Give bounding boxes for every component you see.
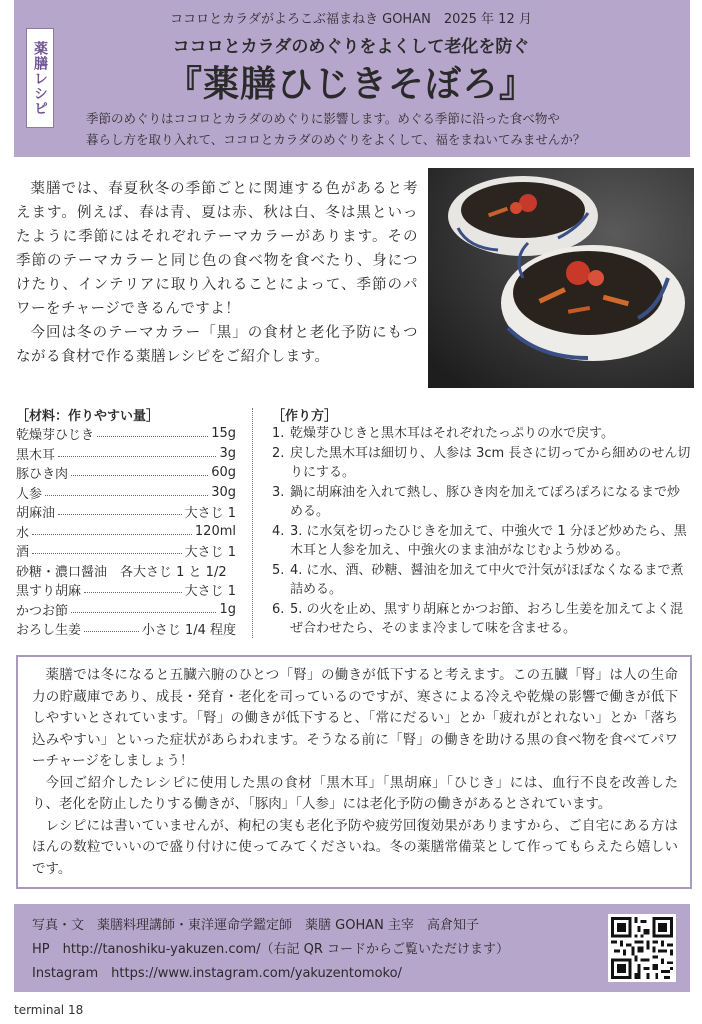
info-paragraph-2: 今回ご紹介したレシピに使用した黒の食材「黒木耳」「黒胡麻」「ひじき」には、血行不良を改善したり、老化を防止したりする働きが、「豚肉」「人参」には老化予防の働きがあるとされています。 — [32, 774, 678, 812]
ingredient-qty: 大さじ 1 — [184, 506, 236, 522]
header-intro-line2: 暮らし方を取り入れて、ココロとカラダのめぐりをよくして、福をまねいてみませんか？ — [86, 132, 586, 147]
step-item — [272, 444, 692, 483]
step-number: 4. — [272, 523, 285, 539]
ingredient-qty: 120ml — [194, 523, 236, 539]
ingredient-name: 砂糖・濃口醤油 各大さじ 1 と 1/2 — [16, 564, 227, 580]
ingredient-name: 胡麻油 — [16, 506, 56, 522]
ingredient-row — [16, 463, 236, 483]
instagram-link[interactable]: Instagram https://www.instagram.com/yakuzentomoko/ — [32, 966, 402, 981]
ingredient-qty: 大さじ 1 — [184, 545, 236, 561]
header-intro — [86, 108, 676, 150]
ingredient-row — [16, 483, 236, 503]
page-subtitle: ココロとカラダのめぐりをよくして老化を防ぐ — [172, 37, 530, 57]
ingredient-name: 黒すり胡麻 — [16, 584, 82, 600]
dish-photo — [428, 168, 694, 388]
step-item — [272, 600, 692, 639]
header-intro-line1: 季節のめぐりはココロとカラダのめぐりに影響します。めぐる季節に沿った食べ物や — [86, 111, 560, 126]
ingredient-row — [16, 502, 236, 522]
step-number: 6. — [272, 601, 285, 617]
step-text: 4. に水、酒、砂糖、醤油を加えて中火で汁気がほぼなくなるまで煮詰める。 — [290, 562, 684, 597]
ingredient-name: 水 — [16, 525, 30, 541]
page-title: 『薬膳ひじきそぼろ』 — [165, 64, 536, 105]
step-item — [272, 522, 692, 561]
step-number: 3. — [272, 484, 285, 500]
ingredient-qty: 小さじ 1/4 程度 — [141, 623, 236, 639]
page-number: terminal 18 — [14, 1003, 84, 1017]
ingredient-qty: 60g — [211, 465, 236, 481]
qr-code[interactable] — [608, 914, 676, 982]
ingredient-row — [16, 561, 236, 581]
ingredient-row — [16, 444, 236, 464]
step-number: 1. — [272, 426, 285, 441]
step-text: 3. に水気を切ったひじきを加えて、中強火で 1 分ほど炒めたら、黒木耳と人参を加え、中強火のまま油がなじむよう炒める。 — [290, 523, 687, 558]
ingredients-list — [16, 424, 236, 639]
series-line: ココロとカラダがよろこぶ福まねき GOHAN 2025 年 12 月 — [170, 12, 532, 27]
ingredient-name: かつお節 — [16, 603, 69, 619]
ingredient-row — [16, 600, 236, 620]
intro-paragraph-2: 今回は冬のテーマカラー「黒」の食材と老化予防にもつながる食材で作る薬膳レシピをご紹介します。 — [16, 325, 418, 365]
ingredient-qty: 1g — [219, 601, 236, 617]
ingredient-row — [16, 541, 236, 561]
step-item — [272, 483, 692, 522]
info-paragraph-1: 薬膳では冬になると五臓六腑のひとつ「腎」の働きが低下すると考えます。この五臓「腎」は人の生命力の貯蔵庫であり、成長・発育・老化を司っているのですが、寒さによる冷えや乾燥の影響で働きが低下しやすいとされています。「腎」の働きが低下すると、「常にだるい」とか「疲れがとれない」とか「落ち込みやすい」といった症状があらわれます。そうなる前に「腎」の働きを助ける黒の食べ物を食べてパワーチャージをしましょう！ — [32, 667, 678, 769]
ingredient-name: 酒 — [16, 545, 30, 561]
column-divider — [252, 408, 253, 638]
ingredient-qty: 大さじ 1 — [184, 584, 236, 600]
step-text: 戻した黒木耳は細切り、人参は 3cm 長さに切ってから細めのせん切りにする。 — [290, 445, 691, 480]
ingredient-row — [16, 619, 236, 639]
ingredient-qty: 3g — [219, 445, 236, 461]
step-number: 2. — [272, 445, 285, 461]
ingredient-name: 人参 — [16, 486, 43, 502]
ingredient-name: 黒木耳 — [16, 447, 56, 463]
ingredients-title: ［材料：作りやすい量］ — [16, 409, 160, 424]
info-paragraph-3: レシピには書いていませんが、枸杞の実も老化予防や疲労回復効果がありますから、ご自宅にある方はほんの数粒でいいので盛り付けに使ってみてくださいね。冬の薬膳常備菜として作ってもらえたら嬉しいです。 — [32, 817, 678, 877]
qr-code-image — [611, 917, 673, 979]
dish-photo-illustration — [428, 168, 694, 388]
info-box — [16, 655, 692, 889]
ingredient-qty: 15g — [211, 426, 236, 442]
step-item — [272, 424, 692, 444]
intro-paragraph-1: 薬膳では、春夏秋冬の季節ごとに関連する色があると考えます。例えば、春は青、夏は赤、秋は白、冬は黒といったように季節にはそれぞれテーマカラーがあります。その季節のテーマカラーと同じ色の食べ物を食べたり、身につけたり、インテリアに取り入れることによって、季節のパワーをチャージできるんですよ！ — [16, 181, 418, 317]
steps-list — [272, 424, 692, 639]
step-number: 5. — [272, 562, 285, 578]
ingredient-row — [16, 580, 236, 600]
step-text: 乾燥芽ひじきと黒木耳はそれぞれたっぷりの水で戻す。 — [290, 426, 614, 441]
ingredient-name: おろし生姜 — [16, 623, 82, 639]
recipe-category-tag: 薬膳レシピ — [26, 28, 54, 128]
step-item — [272, 561, 692, 600]
ingredient-name: 豚ひき肉 — [16, 467, 69, 483]
footer-band — [14, 904, 690, 992]
step-text: 5. の火を止め、黒すり胡麻とかつお節、おろし生姜を加えてよく混ぜ合わせたら、そのまま冷まして味を含ませる。 — [290, 601, 684, 636]
intro-text — [16, 177, 418, 369]
ingredient-name: 乾燥芽ひじき — [16, 428, 95, 444]
author-credit: 写真・文 薬膳料理講師・東洋運命学鑑定師 薬膳 GOHAN 主宰 高倉知子 — [32, 918, 479, 933]
homepage-link[interactable]: HP http://tanoshiku-yakuzen.com/（右記 QR コードからご覧いただけます） — [32, 942, 510, 957]
steps-title: ［作り方］ — [272, 409, 338, 424]
step-text: 鍋に胡麻油を入れて熱し、豚ひき肉を加えてぽろぽろになるまで炒める。 — [290, 484, 681, 519]
ingredient-row — [16, 424, 236, 444]
ingredient-qty: 30g — [211, 484, 236, 500]
ingredient-row — [16, 522, 236, 542]
